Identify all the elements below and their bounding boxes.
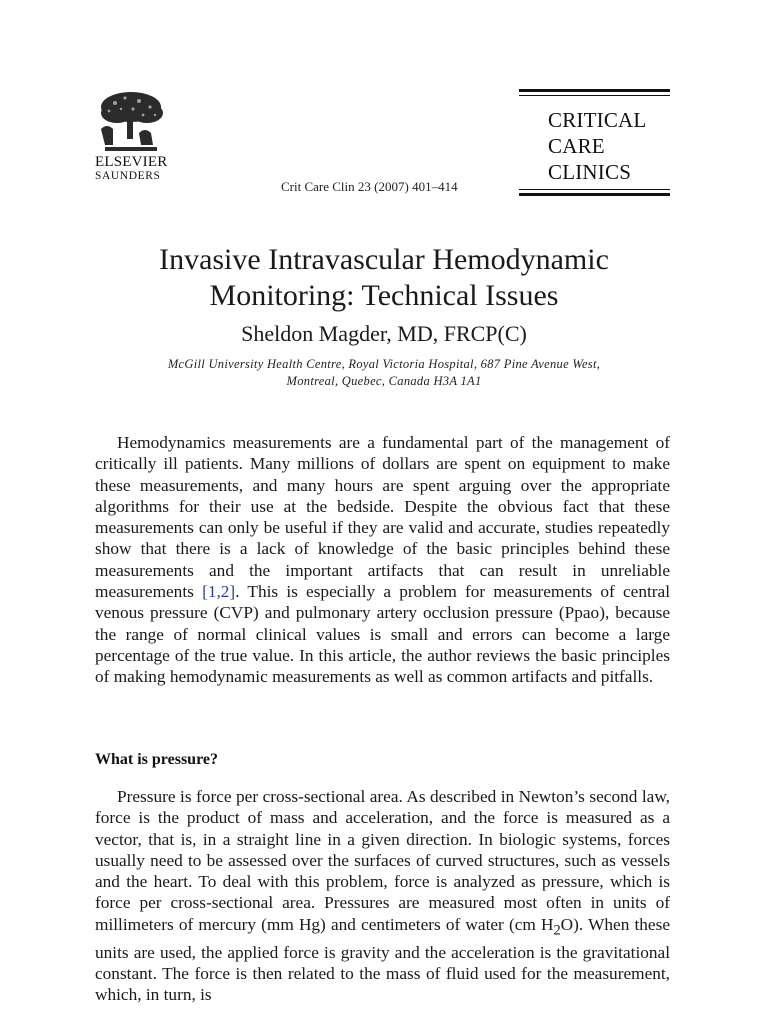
- section-heading: What is pressure?: [95, 751, 218, 768]
- publisher-name: ELSEVIER: [95, 154, 168, 170]
- journal-title-line-2: CARE: [548, 134, 605, 158]
- intro-text-2: . This is especially a problem for measurements of central venous pressure (CVP) and pulmonary artery occlusion pressure (Ppao), because the range of normal clinical values is small and errors can become a large percentage of the true value. In this article, the author reviews the basic principles of making hemodynamic measurements as well as common artifacts and pitfalls.: [95, 582, 670, 687]
- citation: Crit Care Clin 23 (2007) 401–414: [281, 179, 458, 194]
- subscript-2: 2: [553, 922, 561, 939]
- intro-text-1: Hemodynamics measurements are a fundamental part of the management of critically ill patients. Many millions of dollars are spent on equipment to make these measurements, and many hours are spent arguing over the appropriate algorithms for their use at the bedside. Despite the obvious fact that these measurements can only be useful if they are valid and accurate, studies repeatedly show that there is a lack of knowledge of the basic principles behind these measurements and the important artifacts that can result in unreliable measurements: [95, 433, 670, 602]
- reference-link[interactable]: [1,2]: [202, 582, 236, 602]
- journal-rule-bottom-thick: [519, 193, 670, 196]
- article-title: [80, 242, 688, 314]
- intro-paragraph: [95, 432, 670, 688]
- author-name: Sheldon Magder, MD, FRCP(C): [241, 321, 527, 346]
- pressure-text-1: Pressure is force per cross-sectional area. As described in Newton’s second law, force is the product of mass and acceleration, and the force is measured as a vector, that is, in a straight line in a given direction. In biologic systems, forces usually need to be assessed over the surfaces of curved structures, such as vessels and the heart. To deal with this problem, force is analyzed as pressure, which is force per cross-sectional area. Pressures are measured most often in units of millimeters of mercury (mm Hg) and centimeters of water (cm H: [95, 787, 670, 934]
- journal-title-block: [519, 89, 670, 196]
- publisher-imprint: SAUNDERS: [95, 170, 161, 182]
- affiliation-line-1: McGill University Health Centre, Royal Victoria Hospital, 687 Pine Avenue West,: [167, 357, 601, 371]
- affiliation-line-2: Montreal, Quebec, Canada H3A 1A1: [286, 374, 482, 388]
- journal-rule-top-thick: [519, 89, 670, 92]
- pressure-text-2: O). When these units are used, the applied force is gravity and the acceleration is the gravitational constant. The force is then related to the mass of fluid used for the measurement, which, in turn, is: [95, 914, 670, 1005]
- article-title-line-1: Invasive Intravascular Hemodynamic: [159, 243, 609, 276]
- journal-rule-bottom-thin: [519, 189, 670, 190]
- journal-title: [548, 107, 670, 185]
- journal-title-line-3: CLINICS: [548, 160, 632, 184]
- journal-rule-top-thin: [519, 95, 670, 96]
- article-title-line-2: Monitoring: Technical Issues: [209, 279, 559, 312]
- author-affiliation: [110, 356, 658, 390]
- pressure-paragraph: [95, 786, 670, 1005]
- journal-title-line-1: CRITICAL: [548, 108, 647, 132]
- elsevier-tree-icon: [95, 89, 167, 153]
- publisher-logo: [95, 89, 175, 182]
